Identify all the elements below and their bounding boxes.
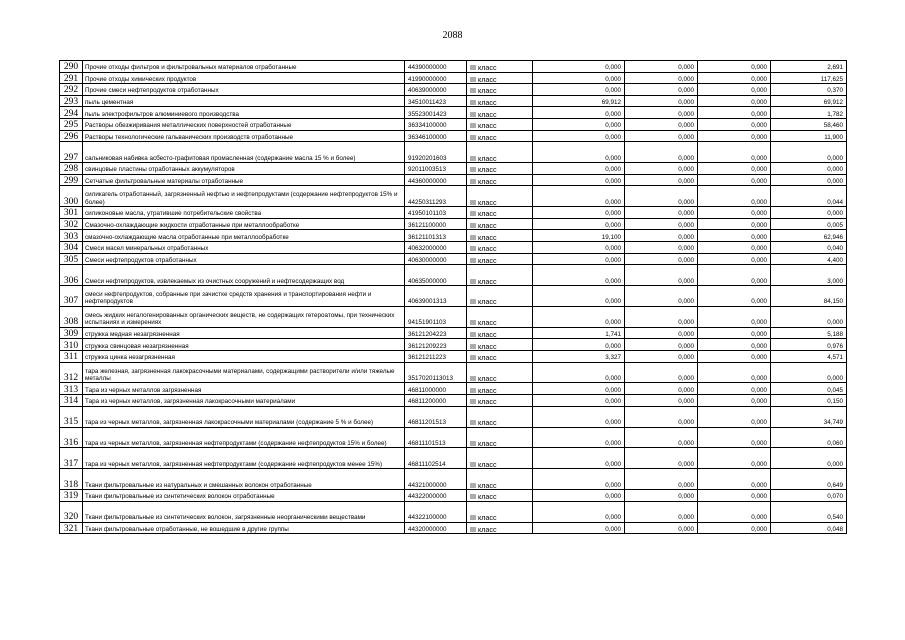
fkko-code: 36121211223 <box>405 350 467 362</box>
waste-table <box>59 60 847 534</box>
waste-name: Смеси нефтепродуктов, извлекаемых из очистных сооружений и нефтесодержащих вод <box>83 265 405 286</box>
waste-name: тара из черных металлов, загрязненная лакокрасочными материалами (содержание 5 % и более) <box>83 406 405 427</box>
fkko-code: 36346100000 <box>405 130 467 142</box>
value-col-1: 0,000 <box>533 339 625 351</box>
table-row <box>60 265 847 286</box>
hazard-class: III класс <box>467 130 533 142</box>
value-col-4: 84,150 <box>771 285 847 306</box>
value-col-2: 0,000 <box>625 186 698 207</box>
value-col-2: 0,000 <box>625 265 698 286</box>
fkko-code: 44322000000 <box>405 490 467 502</box>
value-col-3: 0,000 <box>698 327 771 339</box>
hazard-class: III класс <box>467 490 533 502</box>
table-row <box>60 469 847 490</box>
row-number: 314 <box>60 395 83 407</box>
waste-name: силиконовые масла, утратившие потребительские свойства <box>83 207 405 219</box>
table-row <box>60 395 847 407</box>
value-col-1: 0,000 <box>533 207 625 219</box>
value-col-1: 0,000 <box>533 107 625 119</box>
value-col-4: 0,045 <box>771 383 847 395</box>
fkko-code: 35523001423 <box>405 107 467 119</box>
waste-name: Растворы технологические гальванических производств отработанные <box>83 130 405 142</box>
table-row <box>60 327 847 339</box>
table-row <box>60 107 847 119</box>
value-col-4: 0,044 <box>771 186 847 207</box>
waste-name: Тара из черных металлов загрязненная <box>83 383 405 395</box>
value-col-1: 3,327 <box>533 350 625 362</box>
value-col-4: 1,782 <box>771 107 847 119</box>
value-col-1: 0,000 <box>533 265 625 286</box>
hazard-class: III класс <box>467 142 533 163</box>
row-number: 309 <box>60 327 83 339</box>
value-col-1: 0,000 <box>533 218 625 230</box>
value-col-1: 0,000 <box>533 362 625 383</box>
row-number: 316 <box>60 427 83 448</box>
value-col-3: 0,000 <box>698 72 771 84</box>
hazard-class: III класс <box>467 107 533 119</box>
value-col-4: 4,400 <box>771 253 847 265</box>
value-col-2: 0,000 <box>625 230 698 242</box>
fkko-code: 44320000000 <box>405 522 467 534</box>
row-number: 292 <box>60 84 83 96</box>
row-number: 301 <box>60 207 83 219</box>
table-row <box>60 163 847 175</box>
row-number: 305 <box>60 253 83 265</box>
value-col-3: 0,000 <box>698 142 771 163</box>
fkko-code: 46811000000 <box>405 383 467 395</box>
row-number: 297 <box>60 142 83 163</box>
fkko-code: 41950101103 <box>405 207 467 219</box>
table-row <box>60 61 847 73</box>
value-col-2: 0,000 <box>625 350 698 362</box>
value-col-3: 0,000 <box>698 522 771 534</box>
row-number: 290 <box>60 61 83 73</box>
table-row <box>60 362 847 383</box>
hazard-class: III класс <box>467 448 533 469</box>
row-number: 313 <box>60 383 83 395</box>
value-col-1: 0,000 <box>533 72 625 84</box>
hazard-class: III класс <box>467 95 533 107</box>
waste-name: Смеси нефтепродуктов отработанных <box>83 253 405 265</box>
waste-name: Растворы обезжиривания металлических поверхностей отработанные <box>83 118 405 130</box>
value-col-2: 0,000 <box>625 95 698 107</box>
value-col-2: 0,000 <box>625 241 698 253</box>
value-col-2: 0,000 <box>625 218 698 230</box>
value-col-3: 0,000 <box>698 350 771 362</box>
value-col-4: 3,000 <box>771 265 847 286</box>
row-number: 321 <box>60 522 83 534</box>
fkko-code: 40639000000 <box>405 84 467 96</box>
waste-name: стружка свинцовая незагрязненная <box>83 339 405 351</box>
value-col-1: 0,000 <box>533 406 625 427</box>
value-col-4: 5,188 <box>771 327 847 339</box>
value-col-4: 11,900 <box>771 130 847 142</box>
hazard-class: III класс <box>467 327 533 339</box>
value-col-3: 0,000 <box>698 61 771 73</box>
hazard-class: III класс <box>467 84 533 96</box>
value-col-4: 0,000 <box>771 163 847 175</box>
value-col-3: 0,000 <box>698 427 771 448</box>
hazard-class: III класс <box>467 253 533 265</box>
value-col-2: 0,000 <box>625 130 698 142</box>
waste-name: Тара из черных металлов, загрязненная лакокрасочными материалами <box>83 395 405 407</box>
value-col-1: 0,000 <box>533 306 625 327</box>
waste-name: силикагель отработанный, загрязненный нефтью и нефтепродуктами (содержание нефтепродуктов 15% и более) <box>83 186 405 207</box>
value-col-2: 0,000 <box>625 327 698 339</box>
row-number: 306 <box>60 265 83 286</box>
value-col-2: 0,000 <box>625 383 698 395</box>
value-col-4: 0,976 <box>771 339 847 351</box>
row-number: 298 <box>60 163 83 175</box>
value-col-4: 4,571 <box>771 350 847 362</box>
fkko-code: 40632000000 <box>405 241 467 253</box>
fkko-code: 41990000000 <box>405 72 467 84</box>
waste-name: тара из черных металлов, загрязненная нефтепродуктами (содержание нефтепродуктов менее 15%) <box>83 448 405 469</box>
hazard-class: III класс <box>467 350 533 362</box>
row-number: 291 <box>60 72 83 84</box>
value-col-2: 0,000 <box>625 501 698 522</box>
value-col-3: 0,000 <box>698 501 771 522</box>
row-number: 302 <box>60 218 83 230</box>
hazard-class: III класс <box>467 522 533 534</box>
value-col-1: 0,000 <box>533 448 625 469</box>
waste-name: стружка медная незагрязненная <box>83 327 405 339</box>
value-col-1: 0,000 <box>533 163 625 175</box>
row-number: 300 <box>60 186 83 207</box>
value-col-1: 0,000 <box>533 469 625 490</box>
hazard-class: III класс <box>467 265 533 286</box>
value-col-3: 0,000 <box>698 306 771 327</box>
value-col-2: 0,000 <box>625 406 698 427</box>
value-col-4: 0,040 <box>771 241 847 253</box>
value-col-4: 34,749 <box>771 406 847 427</box>
fkko-code: 36334100000 <box>405 118 467 130</box>
fkko-code: 44322100000 <box>405 501 467 522</box>
row-number: 304 <box>60 241 83 253</box>
value-col-1: 0,000 <box>533 241 625 253</box>
hazard-class: III класс <box>467 362 533 383</box>
value-col-4: 117,625 <box>771 72 847 84</box>
fkko-code: 36121101313 <box>405 230 467 242</box>
value-col-3: 0,000 <box>698 490 771 502</box>
value-col-4: 0,150 <box>771 395 847 407</box>
row-number: 319 <box>60 490 83 502</box>
hazard-class: III класс <box>467 469 533 490</box>
value-col-1: 0,000 <box>533 130 625 142</box>
value-col-3: 0,000 <box>698 95 771 107</box>
value-col-2: 0,000 <box>625 448 698 469</box>
table-row <box>60 448 847 469</box>
value-col-1: 19,100 <box>533 230 625 242</box>
fkko-code: 40639001313 <box>405 285 467 306</box>
value-col-1: 0,000 <box>533 174 625 186</box>
value-col-4: 0,000 <box>771 306 847 327</box>
row-number: 310 <box>60 339 83 351</box>
value-col-2: 0,000 <box>625 285 698 306</box>
hazard-class: III класс <box>467 207 533 219</box>
value-col-2: 0,000 <box>625 469 698 490</box>
value-col-4: 0,060 <box>771 427 847 448</box>
value-col-4: 58,460 <box>771 118 847 130</box>
value-col-3: 0,000 <box>698 406 771 427</box>
table-row <box>60 130 847 142</box>
value-col-4: 0,000 <box>771 207 847 219</box>
value-col-3: 0,000 <box>698 253 771 265</box>
table-row <box>60 490 847 502</box>
value-col-3: 0,000 <box>698 339 771 351</box>
hazard-class: III класс <box>467 186 533 207</box>
waste-name: свинцовые пластины отработанных аккумуляторов <box>83 163 405 175</box>
value-col-4: 0,000 <box>771 174 847 186</box>
fkko-code: 44321000000 <box>405 469 467 490</box>
table-row <box>60 285 847 306</box>
value-col-4: 0,649 <box>771 469 847 490</box>
table-row <box>60 230 847 242</box>
hazard-class: III класс <box>467 406 533 427</box>
table-row <box>60 186 847 207</box>
value-col-1: 0,000 <box>533 427 625 448</box>
value-col-1: 0,000 <box>533 285 625 306</box>
hazard-class: III класс <box>467 61 533 73</box>
hazard-class: III класс <box>467 230 533 242</box>
value-col-1: 0,000 <box>533 383 625 395</box>
table-row <box>60 218 847 230</box>
value-col-2: 0,000 <box>625 84 698 96</box>
value-col-2: 0,000 <box>625 339 698 351</box>
table-row <box>60 174 847 186</box>
value-col-3: 0,000 <box>698 241 771 253</box>
hazard-class: III класс <box>467 285 533 306</box>
value-col-2: 0,000 <box>625 395 698 407</box>
row-number: 315 <box>60 406 83 427</box>
fkko-code: 46811101513 <box>405 427 467 448</box>
row-number: 320 <box>60 501 83 522</box>
value-col-3: 0,000 <box>698 84 771 96</box>
value-col-3: 0,000 <box>698 265 771 286</box>
fkko-code: 44360000000 <box>405 174 467 186</box>
value-col-1: 0,000 <box>533 118 625 130</box>
value-col-3: 0,000 <box>698 174 771 186</box>
hazard-class: III класс <box>467 118 533 130</box>
row-number: 317 <box>60 448 83 469</box>
waste-name: Прочие отходы химических продуктов <box>83 72 405 84</box>
hazard-class: III класс <box>467 427 533 448</box>
row-number: 318 <box>60 469 83 490</box>
waste-name: сальниковая набивка асбесто-графитовая промасленная (содержание масла 15 % и более) <box>83 142 405 163</box>
fkko-code: 46811200000 <box>405 395 467 407</box>
row-number: 312 <box>60 362 83 383</box>
value-col-3: 0,000 <box>698 469 771 490</box>
value-col-3: 0,000 <box>698 218 771 230</box>
value-col-4: 0,000 <box>771 448 847 469</box>
hazard-class: III класс <box>467 241 533 253</box>
hazard-class: III класс <box>467 306 533 327</box>
table-row <box>60 207 847 219</box>
table-row <box>60 501 847 522</box>
value-col-2: 0,000 <box>625 61 698 73</box>
table-row <box>60 427 847 448</box>
fkko-code: 92011003513 <box>405 163 467 175</box>
value-col-3: 0,000 <box>698 285 771 306</box>
waste-name: Ткани фильтровальные отработанные, не вошедшие в другие группы <box>83 522 405 534</box>
fkko-code: 44250311293 <box>405 186 467 207</box>
value-col-3: 0,000 <box>698 118 771 130</box>
waste-name: Ткани фильтровальные из синтетических волокон отработанные <box>83 490 405 502</box>
fkko-code: 36121204223 <box>405 327 467 339</box>
table-row <box>60 72 847 84</box>
value-col-4: 0,048 <box>771 522 847 534</box>
hazard-class: III класс <box>467 383 533 395</box>
value-col-2: 0,000 <box>625 207 698 219</box>
value-col-3: 0,000 <box>698 362 771 383</box>
fkko-code: 46811201513 <box>405 406 467 427</box>
value-col-2: 0,000 <box>625 362 698 383</box>
fkko-code: 34510011423 <box>405 95 467 107</box>
waste-name: Сетчатые фильтровальные материалы отработанные <box>83 174 405 186</box>
value-col-4: 0,370 <box>771 84 847 96</box>
row-number: 308 <box>60 306 83 327</box>
waste-name: пыль цементная <box>83 95 405 107</box>
value-col-1: 0,000 <box>533 253 625 265</box>
table-row <box>60 142 847 163</box>
value-col-4: 0,005 <box>771 218 847 230</box>
waste-name: Ткани фильтровальные из натуральных и смешанных волокон отработанные <box>83 469 405 490</box>
value-col-4: 2,691 <box>771 61 847 73</box>
waste-name: смазочно-охлаждающие масла отработанные при металлообработке <box>83 230 405 242</box>
hazard-class: III класс <box>467 339 533 351</box>
value-col-3: 0,000 <box>698 230 771 242</box>
fkko-code: 36121209223 <box>405 339 467 351</box>
value-col-4: 62,946 <box>771 230 847 242</box>
value-col-3: 0,000 <box>698 130 771 142</box>
value-col-4: 0,070 <box>771 490 847 502</box>
waste-name: стружка цинка незагрязненная <box>83 350 405 362</box>
table-row <box>60 241 847 253</box>
value-col-2: 0,000 <box>625 163 698 175</box>
hazard-class: III класс <box>467 72 533 84</box>
fkko-code: 36121100000 <box>405 218 467 230</box>
row-number: 307 <box>60 285 83 306</box>
waste-name: смеси нефтепродуктов, собранные при зачистке средств хранения и транспортирования нефти и нефтепродуктов <box>83 285 405 306</box>
fkko-code: 46811102514 <box>405 448 467 469</box>
hazard-class: III класс <box>467 395 533 407</box>
waste-name: Смеси масел минеральных отработанных <box>83 241 405 253</box>
row-number: 296 <box>60 130 83 142</box>
table-row <box>60 522 847 534</box>
table-row <box>60 350 847 362</box>
table-row <box>60 253 847 265</box>
waste-name: Ткани фильтровальные из синтетических волокон, загрязненные неорганическими веществами <box>83 501 405 522</box>
value-col-1: 0,000 <box>533 84 625 96</box>
value-col-2: 0,000 <box>625 107 698 119</box>
table-row <box>60 339 847 351</box>
value-col-2: 0,000 <box>625 174 698 186</box>
waste-name: смесь жидких негалогенированных органических веществ, не содержащих гетероатомы, при технических испытаниях и измерениях <box>83 306 405 327</box>
value-col-3: 0,000 <box>698 395 771 407</box>
row-number: 294 <box>60 107 83 119</box>
value-col-1: 69,912 <box>533 95 625 107</box>
table-row <box>60 95 847 107</box>
fkko-code: 40635000000 <box>405 265 467 286</box>
value-col-4: 0,540 <box>771 501 847 522</box>
value-col-1: 1,741 <box>533 327 625 339</box>
value-col-4: 0,000 <box>771 362 847 383</box>
value-col-1: 0,000 <box>533 490 625 502</box>
row-number: 293 <box>60 95 83 107</box>
fkko-code: 40630000000 <box>405 253 467 265</box>
value-col-1: 0,000 <box>533 395 625 407</box>
fkko-code: 44390000000 <box>405 61 467 73</box>
value-col-1: 0,000 <box>533 501 625 522</box>
value-col-2: 0,000 <box>625 306 698 327</box>
value-col-3: 0,000 <box>698 186 771 207</box>
hazard-class: III класс <box>467 218 533 230</box>
row-number: 299 <box>60 174 83 186</box>
row-number: 303 <box>60 230 83 242</box>
value-col-2: 0,000 <box>625 427 698 448</box>
hazard-class: III класс <box>467 174 533 186</box>
value-col-2: 0,000 <box>625 522 698 534</box>
value-col-2: 0,000 <box>625 490 698 502</box>
value-col-3: 0,000 <box>698 207 771 219</box>
waste-name: Прочие отходы фильтров и фильтровальных материалов отработанные <box>83 61 405 73</box>
waste-name: пыль электрофильтров алюминиевого производства <box>83 107 405 119</box>
value-col-1: 0,000 <box>533 522 625 534</box>
table-row <box>60 118 847 130</box>
table-row <box>60 84 847 96</box>
value-col-1: 0,000 <box>533 142 625 163</box>
value-col-3: 0,000 <box>698 383 771 395</box>
waste-name: Смазочно-охлаждающие жидкости отработанные при металлообработке <box>83 218 405 230</box>
table-row <box>60 383 847 395</box>
value-col-3: 0,000 <box>698 163 771 175</box>
fkko-code: 94151901103 <box>405 306 467 327</box>
value-col-2: 0,000 <box>625 253 698 265</box>
row-number: 295 <box>60 118 83 130</box>
waste-name: тара железная, загрязненная лакокрасочными материалами, содержащими растворители и/или тяжелые металлы <box>83 362 405 383</box>
table-row <box>60 406 847 427</box>
value-col-2: 0,000 <box>625 72 698 84</box>
table-row <box>60 306 847 327</box>
waste-name: тара из черных металлов, загрязненная нефтепродуктами (содержание нефтепродуктов 15% и более) <box>83 427 405 448</box>
hazard-class: III класс <box>467 501 533 522</box>
value-col-2: 0,000 <box>625 118 698 130</box>
row-number: 311 <box>60 350 83 362</box>
value-col-3: 0,000 <box>698 107 771 119</box>
table-body <box>60 61 847 534</box>
waste-name: Прочие смеси нефтепродуктов отработанных <box>83 84 405 96</box>
value-col-4: 69,912 <box>771 95 847 107</box>
page-number: 2088 <box>442 30 463 41</box>
value-col-1: 0,000 <box>533 186 625 207</box>
value-col-1: 0,000 <box>533 61 625 73</box>
value-col-3: 0,000 <box>698 448 771 469</box>
fkko-code: 91920201603 <box>405 142 467 163</box>
hazard-class: III класс <box>467 163 533 175</box>
fkko-code: 3517020113013 <box>405 362 467 383</box>
value-col-4: 0,000 <box>771 142 847 163</box>
value-col-2: 0,000 <box>625 142 698 163</box>
